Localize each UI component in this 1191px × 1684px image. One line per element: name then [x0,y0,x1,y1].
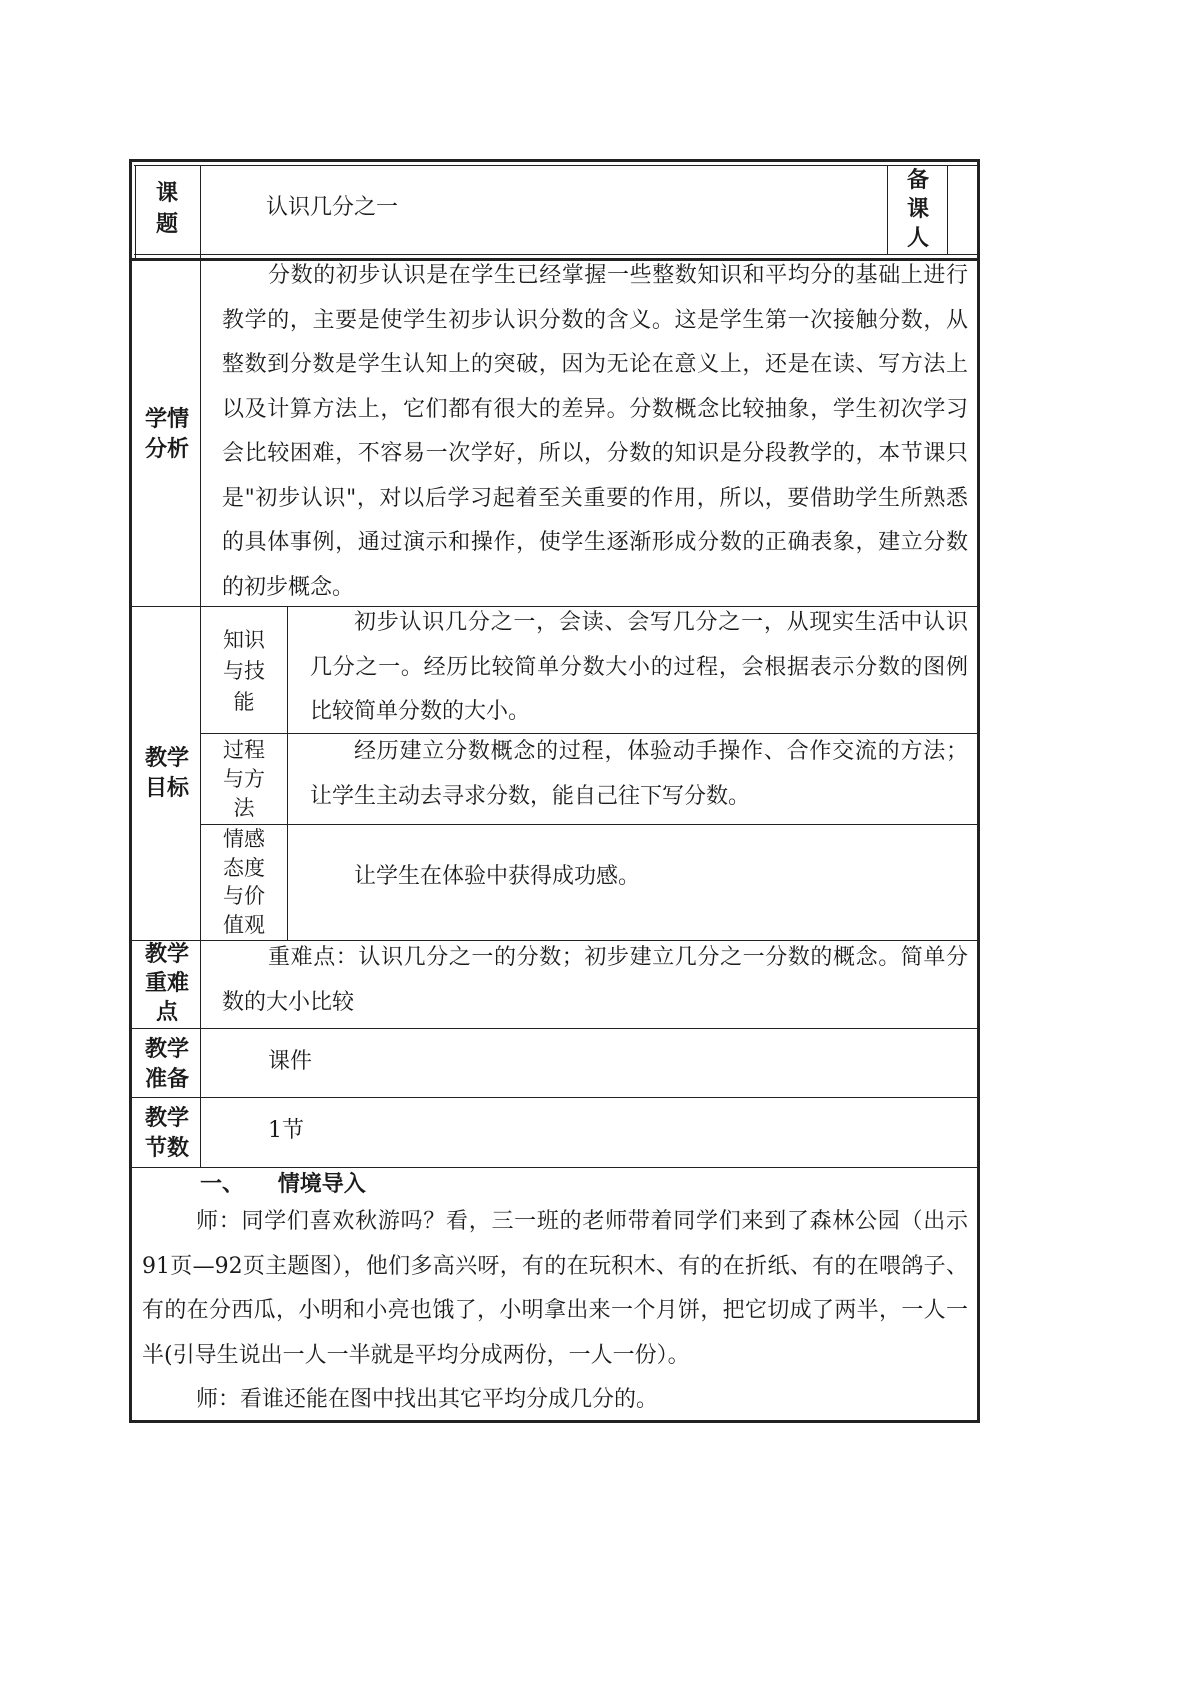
table-border-top [129,159,980,162]
analysis-label-text: 学情分析 [144,406,189,462]
process-body [142,1200,968,1423]
preparer-divider-2 [947,165,948,255]
process-paragraph-2: 师：看谁还能在图中找出其它平均分成几分的。 [196,1387,659,1412]
lesson-title: 认识几分之一 [266,195,399,220]
section-number: 一、 [200,1171,245,1197]
keypoints-label-text: 教学重难点 [144,941,189,1025]
analysis-text: 分数的初步认识是在学生已经掌握一些整数知识和平均分的基础上进行教学的，主要是使学生初步认识分数的含义。这是学生第一次接触分数，从整数到分数是学生认知上的突破，因为无论在意义上，还是在读、写方法上以及计算方法上，它们都有很大的差异。分数概念比较抽象，学生初次学习会比较困难，不容易一次学好，所以，分数的知识是分段教学的，本节课只是"初步认识"，对以后学习起着至关重要的作用，所以，要借助学生所熟悉的具体事例，通过演示和操作，使学生逐渐形成分数的正确表象，建立分数的初步概念。 [222,263,968,600]
keypoints-text: 重难点：认识几分之一的分数；初步建立几分之一分数的概念。简单分数的大小比较 [222,945,968,1015]
objectives-label-text: 教学目标 [144,745,189,801]
title-label [140,178,194,240]
label-column-divider [200,165,201,1168]
objective-text-emotion: 让学生在体验中获得成功感。 [354,864,641,889]
keypoints-label [140,940,194,1027]
process-paragraph-1: 师：同学们喜欢秋游吗？看，三一班的老师带着同学们来到了森林公园（出示91页—92页主题图），他们多高兴呀，有的在玩积木、有的在折纸、有的在喂鸽子、有的在分西瓜，小明和小亮也饿了，小明拿出来一个月饼，把它切成了两半，一人一半(引导生说出一人一半就是平均分成两份，一人一份）。 [142,1209,968,1368]
table-border-top-inner [134,165,978,166]
section-heading [200,1170,366,1198]
periods-divider [132,1167,978,1168]
objective-label-knowledge-text: 知识与技能 [223,628,265,714]
objective-label-knowledge [206,625,282,718]
objective-label-process [206,736,282,823]
section-title: 情境导入 [277,1171,366,1197]
preparation-label [140,1034,194,1094]
preparer-label [893,166,943,253]
objective-label-emotion-text: 情感态度与价值观 [223,827,265,937]
preparer-label-text: 备课人 [906,167,929,251]
table-border-left [129,159,132,1423]
periods-label-text: 教学节数 [144,1105,189,1161]
objectives-label [140,743,194,803]
objective-divider-2 [200,824,978,825]
objective-text-process: 经历建立分数概念的过程，体验动手操作、合作交流的方法；让学生主动去寻求分数，能自己往下写分数。 [310,739,968,809]
table-border-left-inner [135,165,136,258]
objective-label-process-text: 过程与方法 [223,738,265,820]
table-border-right [977,159,980,1423]
keypoints-divider [132,1028,978,1029]
preparer-divider-1 [887,165,888,255]
analysis-label [140,404,194,464]
title-label-text: 课题 [155,180,178,237]
objectives-sub-divider [287,606,288,941]
objective-text-knowledge: 初步认识几分之一，会读、会写几分之一，从现实生活中认识几分之一。经历比较简单分数大小的过程，会根据表示分数的图例比较简单分数的大小。 [310,610,968,724]
preparation-text: 课件 [268,1049,313,1074]
periods-text: 1节 [268,1118,304,1143]
objective-label-emotion [206,825,282,939]
preparation-label-text: 教学准备 [144,1036,189,1092]
preparation-divider [132,1097,978,1098]
periods-label [140,1103,194,1163]
